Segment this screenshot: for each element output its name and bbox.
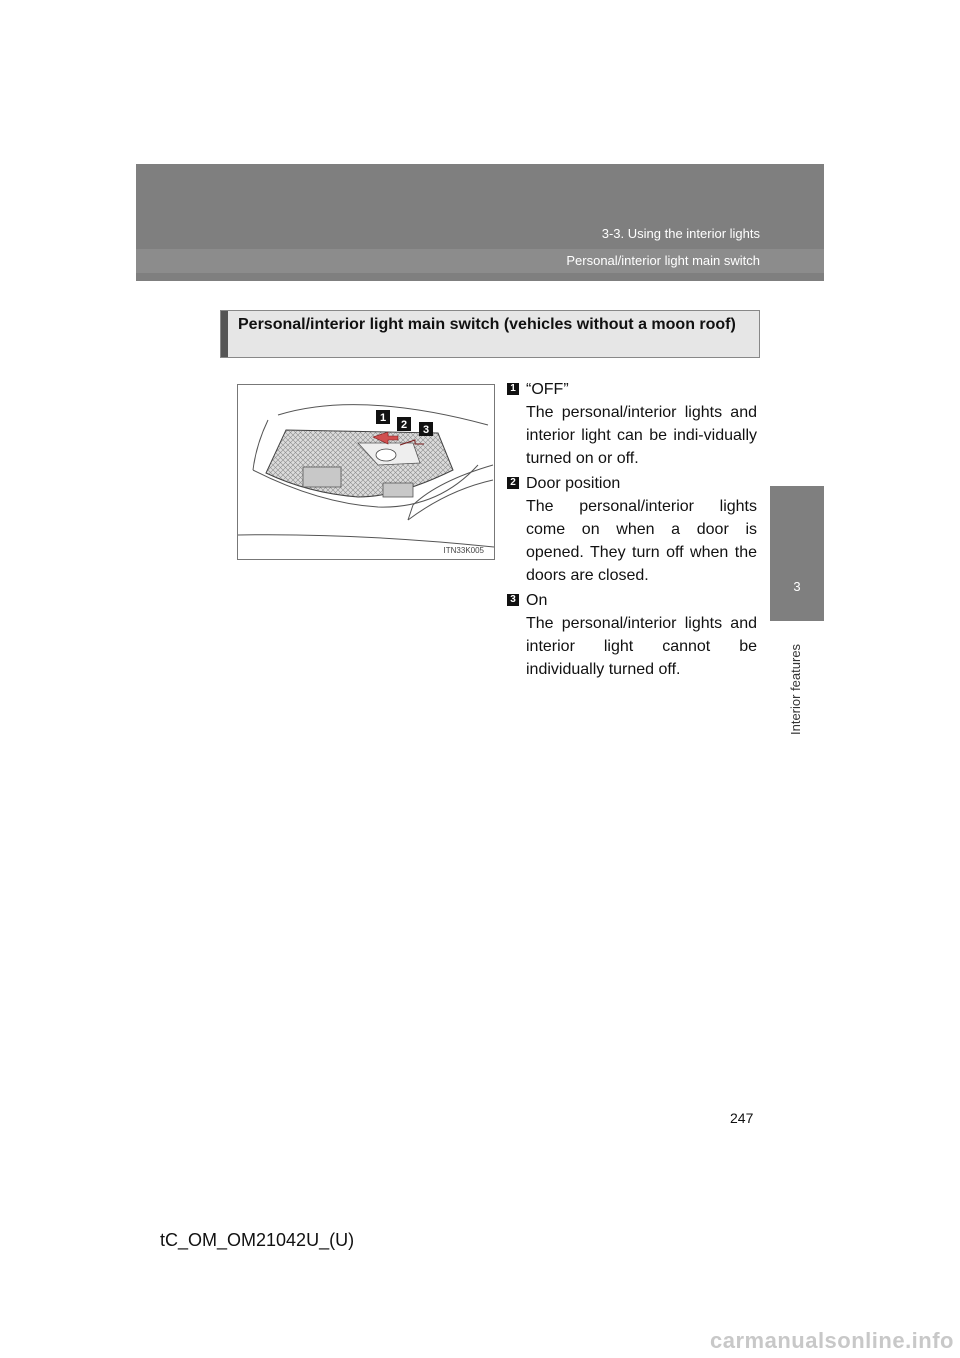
switch-positions-list [507,378,757,683]
callout-3-text: 3 [422,424,430,436]
callout-1-text: 1 [379,412,387,424]
document-code: tC_OM_OM21042U_(U) [160,1230,355,1250]
subsection-title: Personal/interior light main switch [566,253,760,268]
item-description: The personal/interior lights come on when a door is opened. They turn off when the doors are closed. [526,498,757,584]
list-item [507,589,757,681]
item-label: “OFF” [526,381,569,398]
callout-3 [419,422,433,436]
item-label: Door position [526,475,621,492]
item-number-badge: 1 [507,383,519,395]
chapter-number: 3 [793,579,801,594]
callout-2 [397,417,411,431]
item-label: On [526,592,548,609]
chapter-label: Interior features [788,643,803,735]
item-number-badge: 2 [507,477,519,489]
item-description: The personal/interior lights and interior light can be indi-vidually turned on or off. [526,404,757,467]
figure-code: ITN33K005 [443,546,484,555]
item-number-badge: 3 [507,594,519,606]
section-title: 3-3. Using the interior lights [601,226,760,241]
section-heading [220,310,760,358]
item-description: The personal/interior lights and interior light cannot be individually turned off. [526,615,757,678]
chapter-tab [770,486,824,621]
list-item [507,378,757,470]
page-number: 247 [730,1110,754,1126]
callout-2-text: 2 [400,419,408,431]
heading-accent-bar [221,311,228,357]
callout-1 [376,410,390,424]
watermark: carmanualsonline.info [710,1328,954,1353]
heading-text: Personal/interior light main switch (vehicles without a moon roof) [238,316,736,333]
list-item [507,472,757,587]
illustration-overhead-console [237,384,495,560]
subsection-bar [136,249,824,273]
page-header [136,164,824,281]
